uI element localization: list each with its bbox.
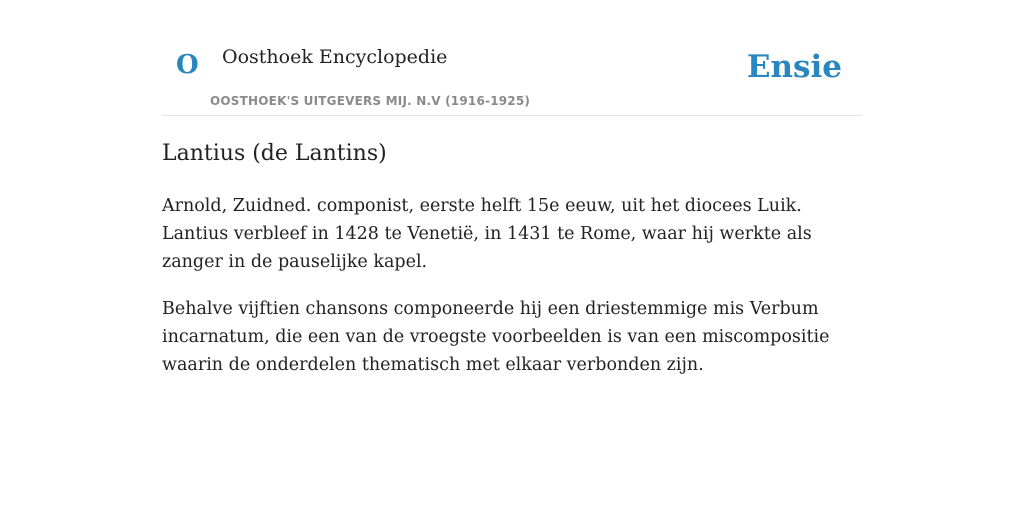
brand-logo-link[interactable]: Ensie <box>746 49 842 85</box>
article-title: Lantius (de Lantins) <box>162 141 387 166</box>
logo-icon[interactable]: O <box>176 50 199 80</box>
page-container <box>162 0 862 375</box>
article-paragraph: Arnold, Zuidned. componist, eerste helft 15e eeuw, uit het diocees Luik. Lantius verbleef in 1428 te Venetië, in 1431 te Rome, waar hij werkte als zanger in de pauselijke kapel. <box>162 196 812 272</box>
article-paragraph: Behalve vijftien chansons componeerde hij een driestemmige mis Verbum incarnatum, die een van de vroegste voorbeelden is van een miscompositie waarin de onderdelen thematisch met elkaar verbonden zijn. <box>162 299 830 375</box>
site-subtitle: OOSTHOEK'S UITGEVERS MIJ. N.V (1916-1925) <box>210 94 531 108</box>
article-body <box>162 192 862 398</box>
site-title-link[interactable]: Oosthoek Encyclopedie <box>222 46 448 68</box>
site-header <box>162 0 862 116</box>
